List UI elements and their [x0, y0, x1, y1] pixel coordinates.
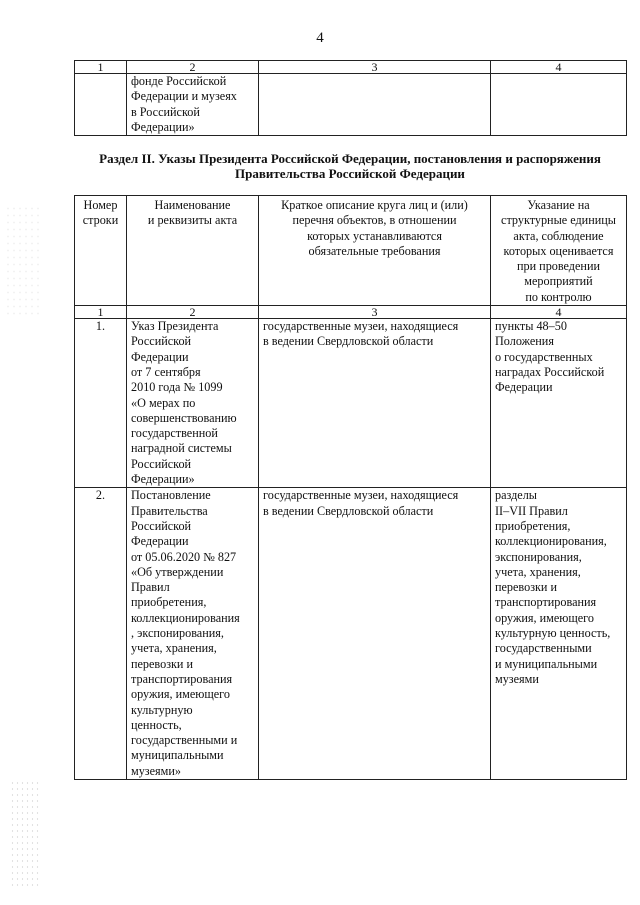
row-number-cell: 1.	[75, 319, 127, 488]
column-number: 3	[259, 306, 491, 319]
header-line: обязательные требования	[308, 243, 441, 258]
description-cell	[259, 74, 491, 136]
text-line: Положения	[495, 334, 554, 349]
column-number: 3	[259, 61, 491, 74]
row-number-cell: 2.	[75, 488, 127, 780]
text-line: в Российской	[131, 104, 200, 119]
header-line: Номер	[83, 198, 118, 212]
section-title-line: Правительства Российской Федерации	[235, 166, 465, 181]
header-line: которых оценивается	[503, 243, 614, 258]
continuation-table	[74, 60, 627, 136]
header-line: и реквизиты акта	[147, 213, 238, 228]
header-line: Указание на	[527, 198, 590, 212]
header-line: акта, соблюдение	[513, 228, 604, 243]
text-line: приобретения,	[495, 518, 571, 533]
header-line: при проведении	[516, 259, 600, 274]
text-line: перевозки и	[495, 580, 558, 595]
text-line: и муниципальными	[495, 656, 598, 671]
text-line: в ведении Свердловской области	[263, 334, 434, 349]
text-line: разделы	[495, 488, 537, 503]
text-line: от 7 сентября	[131, 364, 201, 379]
description-cell	[259, 319, 491, 488]
text-line: перевозки и	[131, 656, 194, 671]
scan-noise	[10, 780, 40, 890]
text-line: культурную	[131, 702, 193, 717]
text-line: , экспонирования,	[131, 626, 224, 641]
act-name-cell	[127, 74, 259, 136]
text-line: оружия, имеющего	[131, 687, 230, 702]
text-line: государственной	[131, 426, 218, 441]
act-name-cell	[127, 319, 259, 488]
text-line: транспортирования	[495, 595, 597, 610]
text-line: Федерации	[131, 534, 189, 549]
text-line: о государственных	[495, 349, 593, 364]
column-number: 4	[491, 61, 627, 74]
header-cell-name	[127, 196, 259, 306]
header-cell-units	[491, 196, 627, 306]
column-number: 2	[127, 61, 259, 74]
scan-noise	[5, 205, 40, 315]
text-line: транспортирования	[131, 671, 233, 686]
header-line: строки	[82, 213, 119, 228]
text-line: Федерации»	[131, 472, 195, 487]
text-line: «Об утверждении	[131, 564, 224, 579]
text-line: от 05.06.2020 № 827	[131, 549, 237, 564]
text-line: культурную ценность,	[495, 626, 611, 641]
header-line: по контролю	[525, 289, 592, 304]
text-line: коллекционирования,	[495, 534, 607, 549]
text-line: Правительства	[131, 503, 208, 518]
text-line: в ведении Свердловской области	[263, 503, 434, 518]
column-number-row	[75, 306, 627, 319]
header-row	[75, 196, 627, 306]
text-line: учета, хранения,	[495, 564, 581, 579]
text-line: Правил	[131, 580, 170, 595]
units-cell	[491, 319, 627, 488]
text-line: ценность,	[131, 717, 182, 732]
text-line: государственными	[495, 641, 592, 656]
header-line: мероприятий	[524, 274, 593, 289]
text-line: коллекционирования	[131, 610, 240, 625]
text-line: II–VII Правил	[495, 503, 568, 518]
text-line: Федерации»	[131, 119, 195, 134]
header-line: Краткое описание круга лиц и (или)	[281, 198, 468, 212]
table-row	[75, 74, 627, 136]
text-line: музеями	[495, 671, 539, 686]
text-line: государственные музеи, находящиеся	[263, 488, 459, 503]
text-line: муниципальными	[131, 748, 224, 763]
header-cell-description	[259, 196, 491, 306]
text-line: оружия, имеющего	[495, 610, 594, 625]
text-line: музеями»	[131, 763, 181, 778]
text-line: государственными и	[131, 733, 238, 748]
text-line: Российской	[131, 518, 192, 533]
column-number-row	[75, 61, 627, 74]
text-line: наградной системы	[131, 441, 232, 456]
units-cell	[491, 74, 627, 136]
text-line: Федерации и музеях	[131, 89, 237, 104]
acts-table	[74, 195, 627, 780]
text-line: Федерации	[131, 349, 189, 364]
text-line: Российской	[131, 456, 192, 471]
header-line: Наименование	[154, 198, 231, 212]
column-number: 2	[127, 306, 259, 319]
section-title-line: Раздел II. Указы Президента Российской Федерации, постановления и распоряжения	[99, 151, 601, 166]
header-line: структурные единицы	[501, 213, 616, 228]
units-cell	[491, 488, 627, 780]
act-name-cell	[127, 488, 259, 780]
column-number: 1	[75, 61, 127, 74]
text-line: пункты 48–50	[495, 319, 567, 334]
column-number: 4	[491, 306, 627, 319]
text-line: Федерации	[495, 380, 553, 395]
text-line: Указ Президента	[131, 319, 219, 334]
table-row	[75, 488, 627, 780]
text-line: учета, хранения,	[131, 641, 217, 656]
text-line: «О мерах по	[131, 395, 196, 410]
text-line: наградах Российской	[495, 364, 605, 379]
text-line: фонде Российской	[131, 74, 227, 88]
table-row	[75, 319, 627, 488]
section-title	[74, 151, 626, 181]
header-line: перечня объектов, в отношении	[292, 213, 457, 228]
text-line: Российской	[131, 334, 192, 349]
text-line: приобретения,	[131, 595, 207, 610]
text-line: 2010 года № 1099	[131, 380, 223, 395]
header-cell-number	[75, 196, 127, 306]
text-line: Постановление	[131, 488, 211, 503]
row-number-cell	[75, 74, 127, 136]
text-line: совершенствованию	[131, 410, 237, 425]
description-cell	[259, 488, 491, 780]
page-number: 4	[316, 30, 324, 46]
column-number: 1	[75, 306, 127, 319]
text-line: государственные музеи, находящиеся	[263, 319, 459, 334]
text-line: экспонирования,	[495, 549, 582, 564]
header-line: которых устанавливаются	[307, 228, 442, 243]
